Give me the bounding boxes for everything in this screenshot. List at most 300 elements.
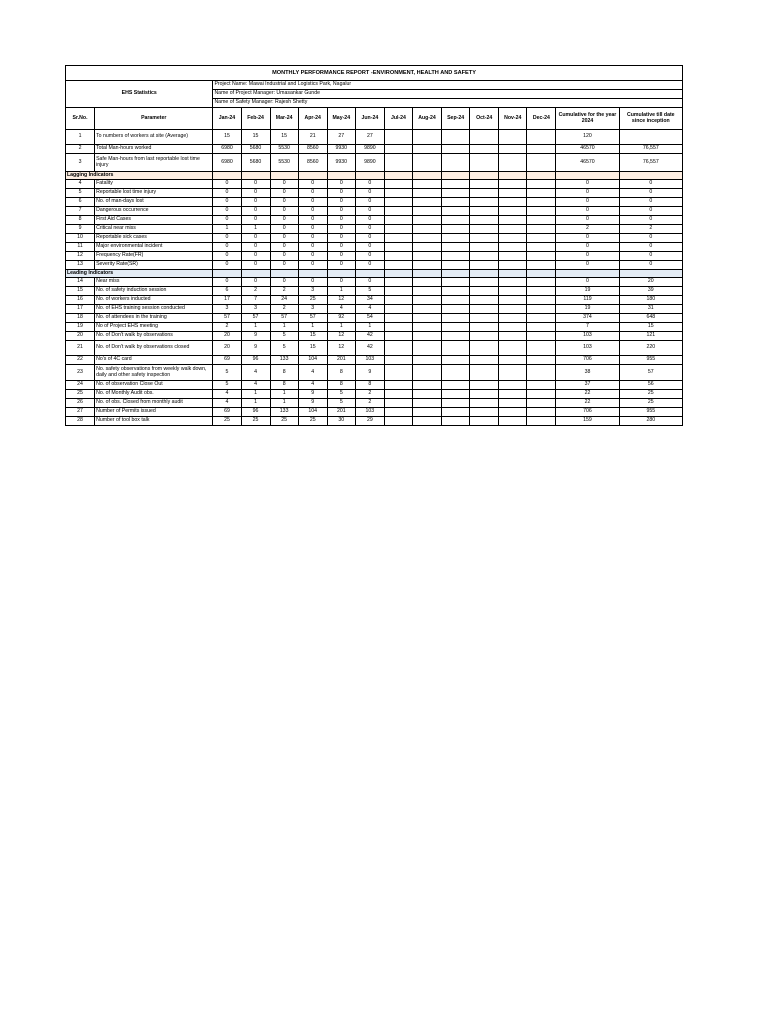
month-value: [384, 198, 412, 207]
month-value: 9930: [327, 145, 355, 154]
month-value: 0: [355, 180, 384, 189]
month-value: 1: [241, 323, 270, 332]
month-value: 5: [270, 332, 298, 341]
month-value: 2: [270, 287, 298, 296]
month-value: 0: [327, 189, 355, 198]
month-value: [442, 356, 470, 365]
month-value: [384, 130, 412, 145]
month-value: 0: [327, 278, 355, 287]
empty-cell: [499, 270, 527, 278]
cumulative-total-value: 2: [619, 225, 682, 234]
cumulative-total-value: 0: [619, 216, 682, 225]
month-value: [470, 154, 499, 172]
table-row: [66, 341, 683, 356]
row-number: 7: [66, 207, 95, 216]
header-month: Nov-24: [499, 108, 527, 130]
month-value: 2: [213, 323, 241, 332]
row-number: 1: [66, 130, 95, 145]
row-number: 22: [66, 356, 95, 365]
row-number: 5: [66, 189, 95, 198]
month-value: [412, 287, 441, 296]
month-value: [499, 234, 527, 243]
month-value: [384, 314, 412, 323]
month-value: [442, 198, 470, 207]
month-value: [499, 323, 527, 332]
month-value: 25: [213, 417, 241, 426]
cumulative-year-value: 0: [556, 216, 619, 225]
month-value: 0: [355, 216, 384, 225]
empty-cell: [298, 172, 327, 180]
month-value: [499, 252, 527, 261]
month-value: [384, 216, 412, 225]
month-value: 0: [270, 189, 298, 198]
row-number: 21: [66, 341, 95, 356]
month-value: 20: [213, 341, 241, 356]
cumulative-total-value: 220: [619, 341, 682, 356]
month-value: [499, 180, 527, 189]
row-number: 17: [66, 305, 95, 314]
table-row: [66, 278, 683, 287]
cumulative-year-value: 0: [556, 243, 619, 252]
header-month: Oct-24: [470, 108, 499, 130]
month-value: [412, 332, 441, 341]
month-value: 4: [327, 305, 355, 314]
empty-cell: [619, 270, 682, 278]
month-value: [499, 154, 527, 172]
month-value: 9: [298, 390, 327, 399]
month-value: 0: [270, 278, 298, 287]
month-value: [412, 261, 441, 270]
month-value: 25: [298, 296, 327, 305]
month-value: [412, 189, 441, 198]
month-value: [412, 234, 441, 243]
month-value: 0: [327, 225, 355, 234]
month-value: [470, 296, 499, 305]
cumulative-year-value: 37: [556, 381, 619, 390]
month-value: 12: [327, 341, 355, 356]
row-parameter: No. of EHS training session conducted: [95, 305, 213, 314]
month-value: [470, 130, 499, 145]
month-value: 0: [213, 180, 241, 189]
month-value: [527, 356, 556, 365]
table-row: [66, 332, 683, 341]
section-row: [66, 270, 683, 278]
report-title: MONTHLY PERFORMANCE REPORT -ENVIRONMENT, HEALTH AND SAFETY: [66, 66, 683, 81]
month-value: [442, 390, 470, 399]
month-value: 0: [270, 252, 298, 261]
cumulative-year-value: 38: [556, 365, 619, 381]
month-value: 5680: [241, 154, 270, 172]
cumulative-total-value: 180: [619, 296, 682, 305]
month-value: [384, 243, 412, 252]
empty-cell: [298, 270, 327, 278]
month-value: [470, 356, 499, 365]
month-value: 133: [270, 356, 298, 365]
month-value: [499, 305, 527, 314]
cumulative-year-value: 706: [556, 408, 619, 417]
month-value: [384, 399, 412, 408]
month-value: [384, 180, 412, 189]
month-value: 15: [298, 332, 327, 341]
cumulative-year-value: 706: [556, 356, 619, 365]
cumulative-total-value: 0: [619, 198, 682, 207]
table-row: [66, 207, 683, 216]
month-value: 4: [355, 305, 384, 314]
month-value: 5530: [270, 154, 298, 172]
cumulative-total-value: 39: [619, 287, 682, 296]
month-value: 57: [270, 314, 298, 323]
month-value: [470, 287, 499, 296]
month-value: [470, 252, 499, 261]
month-value: 0: [327, 180, 355, 189]
month-value: [412, 180, 441, 189]
month-value: [470, 261, 499, 270]
month-value: 0: [298, 234, 327, 243]
month-value: 34: [355, 296, 384, 305]
month-value: [412, 408, 441, 417]
cumulative-total-value: 0: [619, 252, 682, 261]
month-value: 57: [241, 314, 270, 323]
month-value: [470, 417, 499, 426]
cumulative-total-value: 0: [619, 189, 682, 198]
month-value: [384, 417, 412, 426]
table-row: [66, 180, 683, 189]
month-value: 9: [241, 341, 270, 356]
month-value: [527, 154, 556, 172]
month-value: 42: [355, 332, 384, 341]
cumulative-total-value: 955: [619, 356, 682, 365]
month-value: 0: [241, 207, 270, 216]
month-value: [527, 408, 556, 417]
row-parameter: Frequency Rate(FR): [95, 252, 213, 261]
empty-cell: [270, 172, 298, 180]
month-value: [470, 341, 499, 356]
row-parameter: Near miss: [95, 278, 213, 287]
row-number: 15: [66, 287, 95, 296]
empty-cell: [412, 270, 441, 278]
month-value: [442, 287, 470, 296]
month-value: [527, 332, 556, 341]
month-value: [384, 296, 412, 305]
cumulative-year-value: 159: [556, 417, 619, 426]
table-row: [66, 365, 683, 381]
month-value: 103: [355, 408, 384, 417]
month-value: 0: [298, 261, 327, 270]
row-parameter: No. of attendees in the training: [95, 314, 213, 323]
month-value: [470, 198, 499, 207]
month-value: [470, 234, 499, 243]
month-value: 0: [298, 225, 327, 234]
table-row: [66, 189, 683, 198]
row-number: 12: [66, 252, 95, 261]
row-number: 19: [66, 323, 95, 332]
month-value: [499, 341, 527, 356]
table-row: [66, 296, 683, 305]
table-row: [66, 381, 683, 390]
month-value: [412, 305, 441, 314]
table-row: [66, 145, 683, 154]
month-value: 24: [270, 296, 298, 305]
month-value: [442, 234, 470, 243]
month-value: 9: [298, 399, 327, 408]
month-value: 0: [213, 189, 241, 198]
empty-cell: [355, 270, 384, 278]
month-value: [384, 189, 412, 198]
month-value: 0: [327, 243, 355, 252]
month-value: 0: [355, 234, 384, 243]
month-value: [384, 356, 412, 365]
month-value: [499, 130, 527, 145]
month-value: 0: [355, 207, 384, 216]
cumulative-year-value: 0: [556, 207, 619, 216]
month-value: [412, 243, 441, 252]
cumulative-year-value: 19: [556, 305, 619, 314]
month-value: 201: [327, 408, 355, 417]
empty-cell: [270, 270, 298, 278]
month-value: [442, 314, 470, 323]
month-value: [499, 314, 527, 323]
cumulative-total-value: 76,557: [619, 154, 682, 172]
cumulative-year-value: 0: [556, 180, 619, 189]
cumulative-year-value: 0: [556, 278, 619, 287]
cumulative-total-value: 25: [619, 390, 682, 399]
empty-cell: [442, 270, 470, 278]
month-value: 57: [213, 314, 241, 323]
month-value: [527, 305, 556, 314]
row-parameter: No. of observation Close Out: [95, 381, 213, 390]
section-row: [66, 172, 683, 180]
month-value: [499, 390, 527, 399]
cumulative-total-value: 15: [619, 323, 682, 332]
month-value: 5: [270, 341, 298, 356]
month-value: 0: [241, 278, 270, 287]
month-value: [384, 261, 412, 270]
month-value: 0: [270, 261, 298, 270]
empty-cell: [384, 270, 412, 278]
month-value: [527, 130, 556, 145]
month-value: 0: [298, 207, 327, 216]
row-parameter: No of Project EHS meeting: [95, 323, 213, 332]
month-value: 1: [298, 323, 327, 332]
month-value: 0: [213, 261, 241, 270]
header-month: Jan-24: [213, 108, 241, 130]
table-row: [66, 399, 683, 408]
month-value: [527, 189, 556, 198]
month-value: 1: [327, 287, 355, 296]
month-value: 0: [298, 243, 327, 252]
month-value: [412, 341, 441, 356]
month-value: 3: [213, 305, 241, 314]
row-number: 9: [66, 225, 95, 234]
month-value: [499, 296, 527, 305]
month-value: [470, 305, 499, 314]
cumulative-year-value: 46570: [556, 145, 619, 154]
month-value: [384, 154, 412, 172]
cumulative-total-value: 31: [619, 305, 682, 314]
month-value: 29: [355, 417, 384, 426]
month-value: 4: [213, 390, 241, 399]
month-value: 5: [213, 381, 241, 390]
cumulative-year-value: 0: [556, 252, 619, 261]
month-value: [412, 323, 441, 332]
cumulative-year-value: 120: [556, 130, 619, 145]
month-value: 2: [270, 305, 298, 314]
row-parameter: Reportable sick cases: [95, 234, 213, 243]
cumulative-year-value: 0: [556, 198, 619, 207]
cumulative-total-value: 0: [619, 243, 682, 252]
cumulative-total-value: 955: [619, 408, 682, 417]
month-value: 5: [327, 390, 355, 399]
month-value: [412, 417, 441, 426]
cumulative-total-value: 57: [619, 365, 682, 381]
month-value: 3: [298, 305, 327, 314]
header-month: Mar-24: [270, 108, 298, 130]
cumulative-total-value: 56: [619, 381, 682, 390]
cumulative-total-value: 121: [619, 332, 682, 341]
project-manager: Name of Project Manager: Umasankar Gunde: [213, 90, 683, 99]
month-value: 15: [241, 130, 270, 145]
cumulative-year-value: 2: [556, 225, 619, 234]
cumulative-year-value: 19: [556, 287, 619, 296]
month-value: 1: [270, 323, 298, 332]
month-value: 0: [213, 216, 241, 225]
month-value: 0: [241, 252, 270, 261]
month-value: 0: [298, 198, 327, 207]
row-parameter: No. of man-days lost: [95, 198, 213, 207]
month-value: [384, 332, 412, 341]
empty-cell: [527, 270, 556, 278]
month-value: [527, 278, 556, 287]
month-value: [527, 287, 556, 296]
month-value: 1: [241, 225, 270, 234]
row-number: 20: [66, 332, 95, 341]
empty-cell: [556, 172, 619, 180]
month-value: [442, 154, 470, 172]
empty-cell: [470, 270, 499, 278]
cumulative-total-value: 25: [619, 399, 682, 408]
month-value: 12: [327, 296, 355, 305]
month-value: [499, 207, 527, 216]
month-value: [527, 390, 556, 399]
month-value: 0: [270, 216, 298, 225]
month-value: 8: [327, 381, 355, 390]
table-row: [66, 130, 683, 145]
month-value: [412, 216, 441, 225]
month-value: 4: [241, 365, 270, 381]
cumulative-total-value: 0: [619, 180, 682, 189]
month-value: [442, 130, 470, 145]
month-value: 15: [298, 341, 327, 356]
cumulative-total-value: 0: [619, 261, 682, 270]
month-value: 12: [327, 332, 355, 341]
month-value: [499, 417, 527, 426]
month-value: [384, 287, 412, 296]
row-parameter: No. of Don't walk by observations: [95, 332, 213, 341]
table-row: [66, 261, 683, 270]
month-value: [527, 234, 556, 243]
month-value: 6: [213, 287, 241, 296]
month-value: 0: [213, 198, 241, 207]
month-value: 27: [355, 130, 384, 145]
month-value: 0: [298, 216, 327, 225]
month-value: [412, 207, 441, 216]
month-value: 42: [355, 341, 384, 356]
month-value: 0: [298, 180, 327, 189]
month-value: [412, 314, 441, 323]
month-value: [527, 207, 556, 216]
month-value: [527, 399, 556, 408]
row-parameter: Fatality: [95, 180, 213, 189]
month-value: [470, 381, 499, 390]
empty-cell: [470, 172, 499, 180]
row-parameter: Dangerous occurrence: [95, 207, 213, 216]
month-value: 1: [270, 399, 298, 408]
month-value: 0: [241, 216, 270, 225]
row-number: 10: [66, 234, 95, 243]
month-value: [499, 399, 527, 408]
empty-cell: [384, 172, 412, 180]
row-parameter: Severity Rate(SR): [95, 261, 213, 270]
month-value: 8: [270, 365, 298, 381]
row-parameter: No. of obs. Closed from monthly audit: [95, 399, 213, 408]
row-number: 2: [66, 145, 95, 154]
month-value: 3: [241, 305, 270, 314]
month-value: [442, 332, 470, 341]
month-value: [442, 365, 470, 381]
month-value: 69: [213, 408, 241, 417]
month-value: 0: [298, 252, 327, 261]
table-row: [66, 243, 683, 252]
month-value: [442, 261, 470, 270]
table-row: [66, 314, 683, 323]
month-value: 2: [355, 399, 384, 408]
header-month: May-24: [327, 108, 355, 130]
month-value: [384, 408, 412, 417]
table-row: [66, 356, 683, 365]
month-value: 3: [298, 287, 327, 296]
month-value: [499, 287, 527, 296]
table-row: [66, 305, 683, 314]
month-value: 0: [355, 243, 384, 252]
month-value: [442, 243, 470, 252]
row-number: 27: [66, 408, 95, 417]
month-value: [527, 296, 556, 305]
row-parameter: Reportable lost time injury: [95, 189, 213, 198]
month-value: [470, 207, 499, 216]
month-value: [499, 198, 527, 207]
table-row: [66, 216, 683, 225]
month-value: 9890: [355, 154, 384, 172]
month-value: 6980: [213, 154, 241, 172]
month-value: 0: [355, 252, 384, 261]
month-value: 0: [241, 234, 270, 243]
month-value: 0: [355, 189, 384, 198]
month-value: 8: [355, 381, 384, 390]
month-value: 0: [327, 234, 355, 243]
cumulative-year-value: 103: [556, 341, 619, 356]
row-number: 3: [66, 154, 95, 172]
table-row: [66, 323, 683, 332]
month-value: [527, 314, 556, 323]
empty-cell: [213, 172, 241, 180]
month-value: 1: [213, 225, 241, 234]
cumulative-year-value: 0: [556, 261, 619, 270]
row-number: 4: [66, 180, 95, 189]
month-value: 1: [327, 323, 355, 332]
month-value: 15: [213, 130, 241, 145]
table-row: [66, 225, 683, 234]
month-value: [442, 225, 470, 234]
